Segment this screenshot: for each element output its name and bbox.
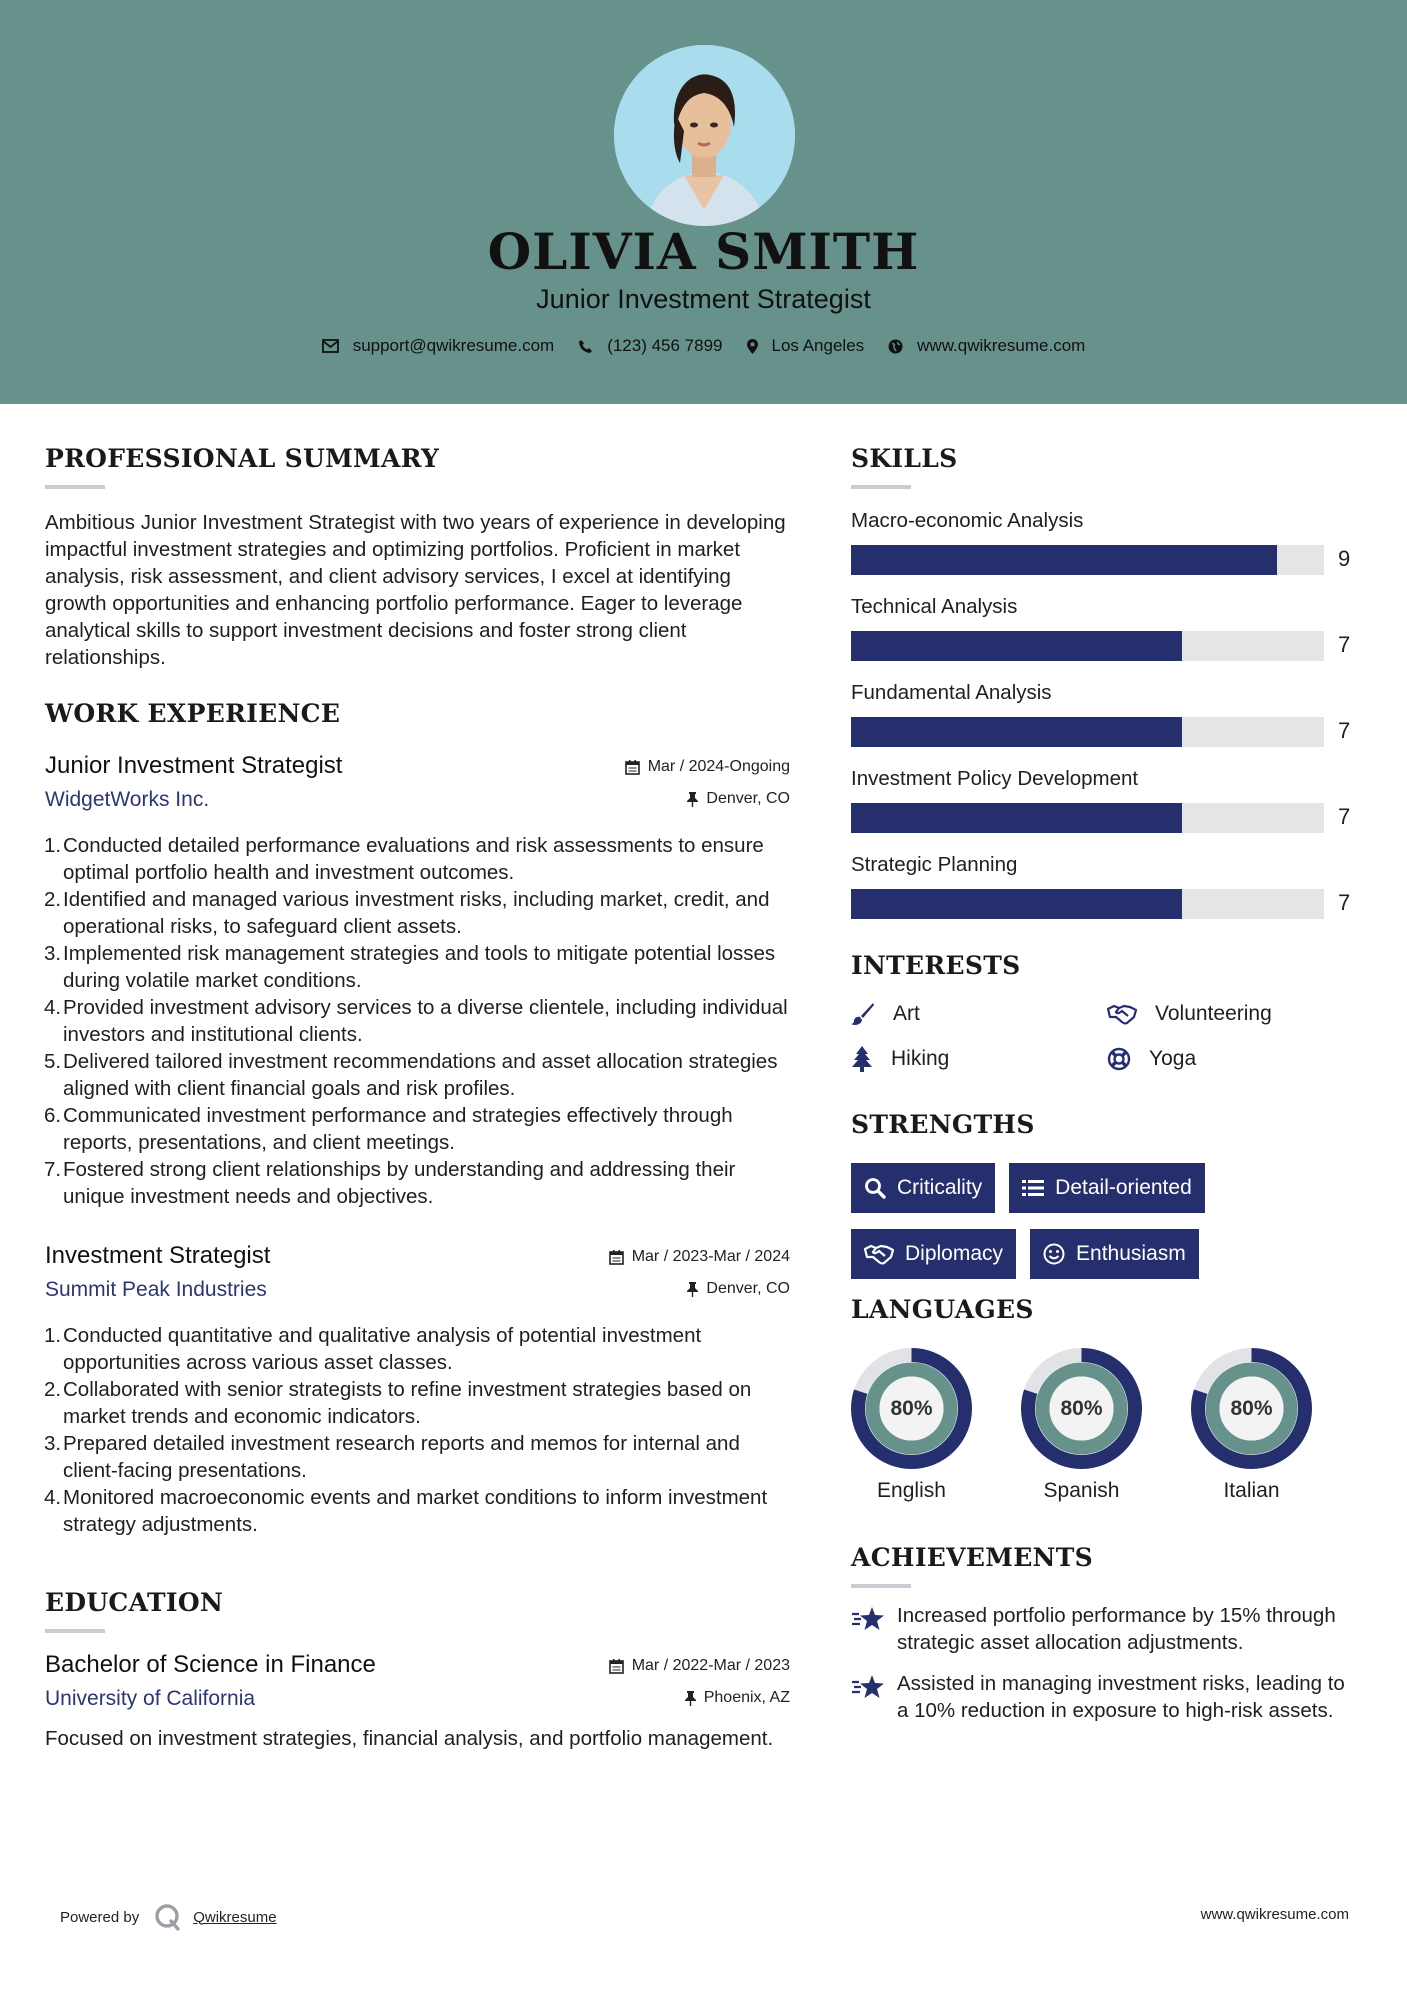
education-dates (609, 1657, 790, 1675)
interest-label: Art (893, 1002, 920, 1025)
strength-label: Criticality (897, 1176, 983, 1199)
education-location-text: Phoenix, AZ (703, 1689, 790, 1706)
job-location (687, 1280, 790, 1298)
skill-bar-fill (851, 803, 1182, 833)
list-item: 4. Provided investment advisory services to a diverse clientele, including individual investors and institutional clients. (44, 996, 788, 1046)
skill-item (851, 767, 1361, 853)
contact-email[interactable] (322, 336, 555, 356)
paintbrush-icon (851, 1002, 875, 1026)
skill-item (851, 595, 1361, 681)
skill-item (851, 509, 1361, 595)
skill-level: 7 (1338, 890, 1351, 915)
experience-section (45, 699, 790, 1538)
strengths-section (851, 1110, 1361, 1279)
interest-label: Yoga (1149, 1047, 1197, 1070)
job-location (687, 790, 790, 808)
calendar-icon (609, 1658, 624, 1674)
smile-icon (1043, 1243, 1065, 1265)
strength-badge (851, 1163, 995, 1213)
profile-photo (614, 45, 795, 226)
education-location (685, 1689, 790, 1707)
left-column (45, 444, 790, 1752)
header-banner (0, 0, 1407, 404)
language-percent: 80% (1230, 1397, 1273, 1420)
skill-level: 7 (1338, 804, 1351, 829)
contact-bar (0, 336, 1407, 356)
job-location-text: Denver, CO (706, 1280, 790, 1297)
job-dates (625, 758, 790, 776)
language-item (1021, 1348, 1191, 1503)
strength-label: Diplomacy (905, 1242, 1004, 1265)
list-item: 6. Communicated investment performance and strategies effectively through reports, presentations, and client meetings. (44, 1104, 733, 1154)
achievements-heading: ACHIEVEMENTS (851, 1543, 1093, 1572)
language-item (851, 1348, 1021, 1503)
skill-name: Fundamental Analysis (851, 681, 1052, 704)
interest-item (851, 1002, 1107, 1026)
skills-list (851, 509, 1361, 939)
interest-label: Hiking (891, 1047, 950, 1070)
skill-bar-track (851, 717, 1324, 747)
contact-phone-text: (123) 456 7899 (607, 336, 723, 355)
pushpin-icon (687, 1282, 698, 1297)
achievement-item (851, 1602, 1361, 1656)
skill-level: 7 (1338, 718, 1351, 743)
star-icon (851, 1674, 885, 1700)
list-item: 1. Conducted detailed performance evaluations and risk assessments to ensure optimal portfolio health and investment outcomes. (44, 834, 764, 884)
languages-heading: LANGUAGES (851, 1295, 1034, 1324)
job-entry (45, 752, 790, 1210)
list-item: 7. Fostered strong client relationships by understanding and addressing their unique investment needs and objectives. (44, 1158, 736, 1208)
skill-bar-fill (851, 889, 1182, 919)
skill-name: Investment Policy Development (851, 767, 1139, 790)
achievements-section (851, 1543, 1361, 1724)
strength-label: Enthusiasm (1076, 1242, 1186, 1265)
language-percent: 80% (1060, 1397, 1103, 1420)
achievement-text: Assisted in managing investment risks, leading to a 10% reduction in exposure to high-risk assets. (897, 1672, 1345, 1722)
skill-item (851, 681, 1361, 767)
skill-level: 7 (1338, 632, 1351, 657)
footer-website[interactable]: www.qwikresume.com (1200, 1906, 1349, 1923)
language-name: Italian (1223, 1479, 1280, 1502)
contact-website-text: www.qwikresume.com (917, 336, 1086, 355)
education-description: Focused on investment strategies, financial analysis, and portfolio management. (45, 1727, 774, 1750)
pushpin-icon (685, 1691, 696, 1706)
contact-location (747, 336, 865, 356)
skill-bar-fill (851, 545, 1277, 575)
skill-bar-track (851, 803, 1324, 833)
skill-bar-track (851, 631, 1324, 661)
interest-label: Volunteering (1155, 1002, 1272, 1025)
envelope-icon (322, 339, 339, 353)
interests-heading: INTERESTS (851, 951, 1021, 980)
education-section (45, 1588, 790, 1752)
life-ring-icon (1107, 1047, 1131, 1071)
language-name: Spanish (1043, 1479, 1120, 1502)
calendar-icon (625, 759, 640, 775)
skill-bar-track (851, 889, 1324, 919)
list-item: 4. Monitored macroeconomic events and market conditions to inform investment strategy adjustments. (44, 1486, 768, 1536)
search-icon (864, 1177, 886, 1199)
qwikresume-link[interactable]: Qwikresume (193, 1908, 277, 1926)
skills-heading: SKILLS (851, 444, 958, 473)
strength-label: Detail-oriented (1055, 1176, 1192, 1199)
summary-section (45, 444, 790, 671)
list-item: 1. Conducted quantitative and qualitative analysis of potential investment opportunities across various asset classes. (44, 1324, 702, 1374)
school-name: University of California (45, 1687, 256, 1710)
skill-bar-fill (851, 631, 1182, 661)
education-dates-text: Mar / 2022-Mar / 2023 (631, 1657, 790, 1674)
list-item: 5. Delivered tailored investment recommendations and asset allocation strategies aligned with client financial goals and risk profiles. (44, 1050, 778, 1100)
skill-level: 9 (1338, 546, 1351, 571)
strength-badge (1009, 1163, 1205, 1213)
pushpin-icon (687, 792, 698, 807)
contact-phone[interactable] (578, 336, 722, 356)
job-company: WidgetWorks Inc. (45, 788, 210, 811)
job-location-text: Denver, CO (706, 790, 790, 807)
job-dates-text: Mar / 2023-Mar / 2024 (631, 1248, 790, 1265)
map-pin-icon (747, 339, 758, 354)
degree-title: Bachelor of Science in Finance (45, 1651, 376, 1678)
job-entry (45, 1242, 790, 1538)
section-divider (851, 1584, 911, 1588)
list-item: 2. Collaborated with senior strategists to refine investment strategies based on market trends and economic indicators. (44, 1378, 752, 1428)
skill-name: Macro-economic Analysis (851, 509, 1084, 532)
globe-icon (888, 339, 903, 354)
candidate-name: OLIVIA SMITH (487, 222, 920, 281)
job-dates (609, 1248, 790, 1266)
tree-icon (851, 1046, 873, 1072)
skills-section (851, 444, 1361, 939)
contact-location-text: Los Angeles (771, 336, 865, 355)
skill-name: Strategic Planning (851, 853, 1018, 876)
education-heading: EDUCATION (45, 1588, 224, 1617)
language-item (1191, 1348, 1361, 1503)
skill-name: Technical Analysis (851, 595, 1018, 618)
achievement-text: Increased portfolio performance by 15% through strategic asset allocation adjustments. (897, 1604, 1336, 1654)
handshake-icon (864, 1243, 894, 1265)
summary-text: Ambitious Junior Investment Strategist with two years of experience in developing impactful investment strategies and optimizing portfolios. Proficient in market analysis, risk assessment, and client advisory services, I excel at identifying growth opportunities and enhancing portfolio performance. Eager to leverage analytical skills to support investment decisions and foster strong client relationships. (45, 511, 786, 669)
skill-bar-fill (851, 717, 1182, 747)
interest-item (851, 1046, 1107, 1072)
interest-item (1107, 1002, 1347, 1026)
list-item: 2. Identified and managed various investment risks, including market, credit, and operational risks, to safeguard client assets. (44, 888, 770, 938)
job-company: Summit Peak Industries (45, 1278, 267, 1301)
contact-website[interactable] (888, 336, 1085, 356)
list-icon (1022, 1179, 1044, 1197)
candidate-title: Junior Investment Strategist (536, 284, 871, 314)
interests-section (851, 951, 1361, 1072)
duty-list (45, 1322, 790, 1538)
languages-section (851, 1295, 1361, 1503)
summary-heading: PROFESSIONAL SUMMARY (45, 444, 440, 473)
duty-list (45, 832, 790, 1210)
job-title: Junior Investment Strategist (45, 752, 343, 779)
footer-powered (60, 1903, 277, 1931)
skill-item (851, 853, 1361, 939)
star-icon (851, 1606, 885, 1632)
contact-email-text: support@qwikresume.com (352, 336, 555, 355)
interest-item (1107, 1046, 1347, 1072)
powered-by-text: Powered by (60, 1908, 140, 1926)
strengths-heading: STRENGTHS (851, 1110, 1035, 1139)
qwikresume-logo-icon (153, 1903, 183, 1931)
list-item: 3. Prepared detailed investment research reports and memos for internal and client-facing presentations. (44, 1432, 740, 1482)
section-divider (45, 1629, 105, 1633)
job-dates-text: Mar / 2024-Ongoing (647, 758, 790, 775)
language-percent: 80% (890, 1397, 933, 1420)
list-item: 3. Implemented risk management strategies and tools to mitigate potential losses during volatile market conditions. (44, 942, 776, 992)
phone-icon (578, 339, 593, 354)
language-name: English (877, 1479, 946, 1502)
handshake-icon (1107, 1003, 1137, 1025)
calendar-icon (609, 1249, 624, 1265)
strength-badge (851, 1229, 1016, 1279)
experience-heading: WORK EXPERIENCE (45, 699, 341, 728)
section-divider (45, 485, 105, 489)
strength-badge (1030, 1229, 1199, 1279)
skill-bar-track (851, 545, 1324, 575)
right-column (851, 444, 1361, 1724)
job-title: Investment Strategist (45, 1242, 271, 1269)
achievement-item (851, 1670, 1361, 1724)
